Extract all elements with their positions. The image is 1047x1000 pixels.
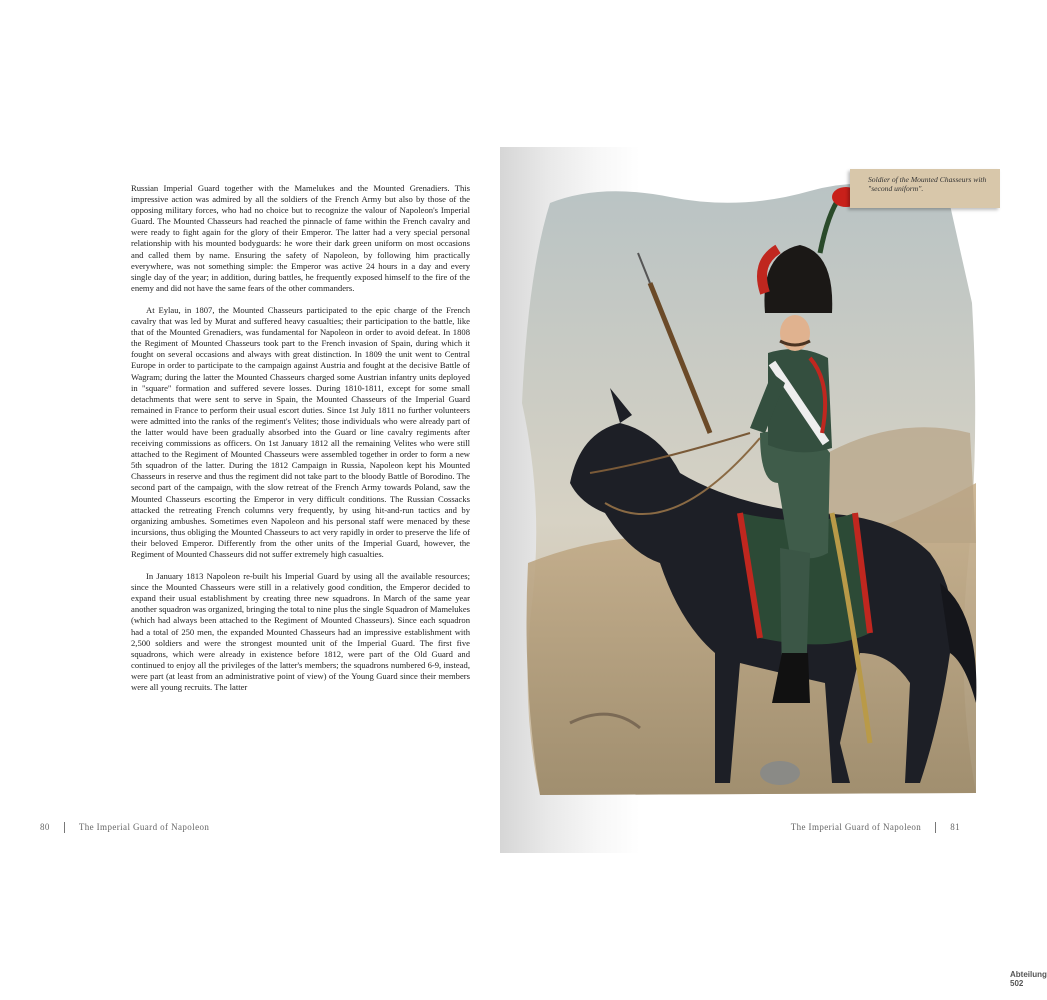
image-caption: Soldier of the Mounted Chasseurs with "second uniform". <box>850 169 1000 208</box>
footer-divider <box>935 822 936 833</box>
left-page <box>0 147 500 853</box>
mounted-chasseur-illustration <box>510 183 980 801</box>
footer-left <box>40 822 209 833</box>
running-title-left: The Imperial Guard of Napoleon <box>78 822 210 832</box>
paragraph-2: At Eylau, in 1807, the Mounted Chasseurs participated to the epic charge of the French cavalry that was led by Murat and suffered heavy casualties; their participation to the battle, like that of the Mounted Grenadiers, was fundamental for Napoleon in order to avoid defeat. In 1808 the Regiment of Mounted Chasseurs took part to the French invasion of Spain, during which it fought on several occasions and always with great distinction. In 1809 the unit went to Central Europe in order to participate to the campaign against Austria and fought at the decisive Battle of Wagram; during the latter the Mounted Chasseurs charged some Austrian infantry units deployed in "square" formation and suffered severe losses. During 1810-1811, except for some small detachments that were sent to serve in Spain, the Mounted Chasseurs of the Imperial Guard remained in France to perform their usual escort duties. Since 1st July 1811 no further volunteers were admitted into the ranks of the regiment's Velites; those individuals who were already part of the latter would have been gradually absorbed into the Guard or line cavalry regiments after receiving commissions as officers. On 1st January 1812 all the remaining Velites who were still attached to the Regiment of Mounted Chasseurs were assembled together in order to form a new 5th squadron of the latter. During the 1812 Campaign in Russia, Napoleon kept his Mounted Chasseurs in reserve and thus the regiment did not take part to the bloody Battle of Borodino. The second part of the campaign, with the slow retreat of the French Army towards Poland, saw the Mounted Chasseurs escorting the Emperor in very difficult conditions. The Russian Cossacks attacked the retreating French columns very frequently, by using hit-and-run tactics and by organizing ambushes. Sometimes even Napoleon and his personal staff were menaced by these incursions, thus obliging the Mounted Chasseurs to act very rapidly in order to preserve the life of their beloved Emperor. Differently from the other units of the Imperial Guard, however, the Regiment of Mounted Chasseurs did not suffer extremely high casualties. <box>131 304 470 559</box>
right-page <box>500 147 1047 988</box>
body-text <box>131 183 470 704</box>
running-title-right: The Imperial Guard of Napoleon <box>790 822 922 832</box>
publisher-mark: Abteilung 502 <box>1010 970 1047 988</box>
paragraph-3: In January 1813 Napoleon re-built his Imperial Guard by using all the available resources; since the Mounted Chasseurs were still in a relatively good condition, the Emperor decided to expand their usual establishment by creating three new squadrons. In March of the same year another squadron was organized, bringing the total to nine plus the single Squadron of Mamelukes (which had always been attached to the Regiment of Mounted Chasseurs). Since each squadron had a total of 250 men, the expanded Mounted Chasseurs had an impressive establishment with 2,500 soldiers and were the strongest mounted unit of the Imperial Guard. The first five squadrons, which were already in existence before 1812, were part of the Old Guard and continued to enjoy all the privileges of the latter's members; the squadrons numbered 6-9, instead, were part (at least from an administrative point of view) of the Young Guard since their members were all young recruits. The latter <box>131 571 470 693</box>
footer-right <box>791 822 960 833</box>
page-number-left: 80 <box>40 822 50 832</box>
footer-divider <box>64 822 65 833</box>
paragraph-1: Russian Imperial Guard together with the Mamelukes and the Mounted Grenadiers. This impressive action was admired by all the soldiers of the French Army but also by those of the opposing military forces, who had no choice but to recognize the valour of Napoleon's Imperial Guard. The Mounted Chasseurs had reached the pinnacle of fame within the French cavalry and were ready to fight again for the glory of their Emperor. The latter had a very special personal relationship with his mounted bodyguards: he wore their dark green uniform on most occasions and called them by name. Ensuring the safety of Napoleon, by following him practically everywhere, was not something simple: the Emperor was active 24 hours in a day and every single day of the year; in addition, during battles, he frequently exposed himself to the fire of the enemy and did not have the same fears of the other commanders. <box>131 183 470 293</box>
page-number-right: 81 <box>950 822 960 832</box>
